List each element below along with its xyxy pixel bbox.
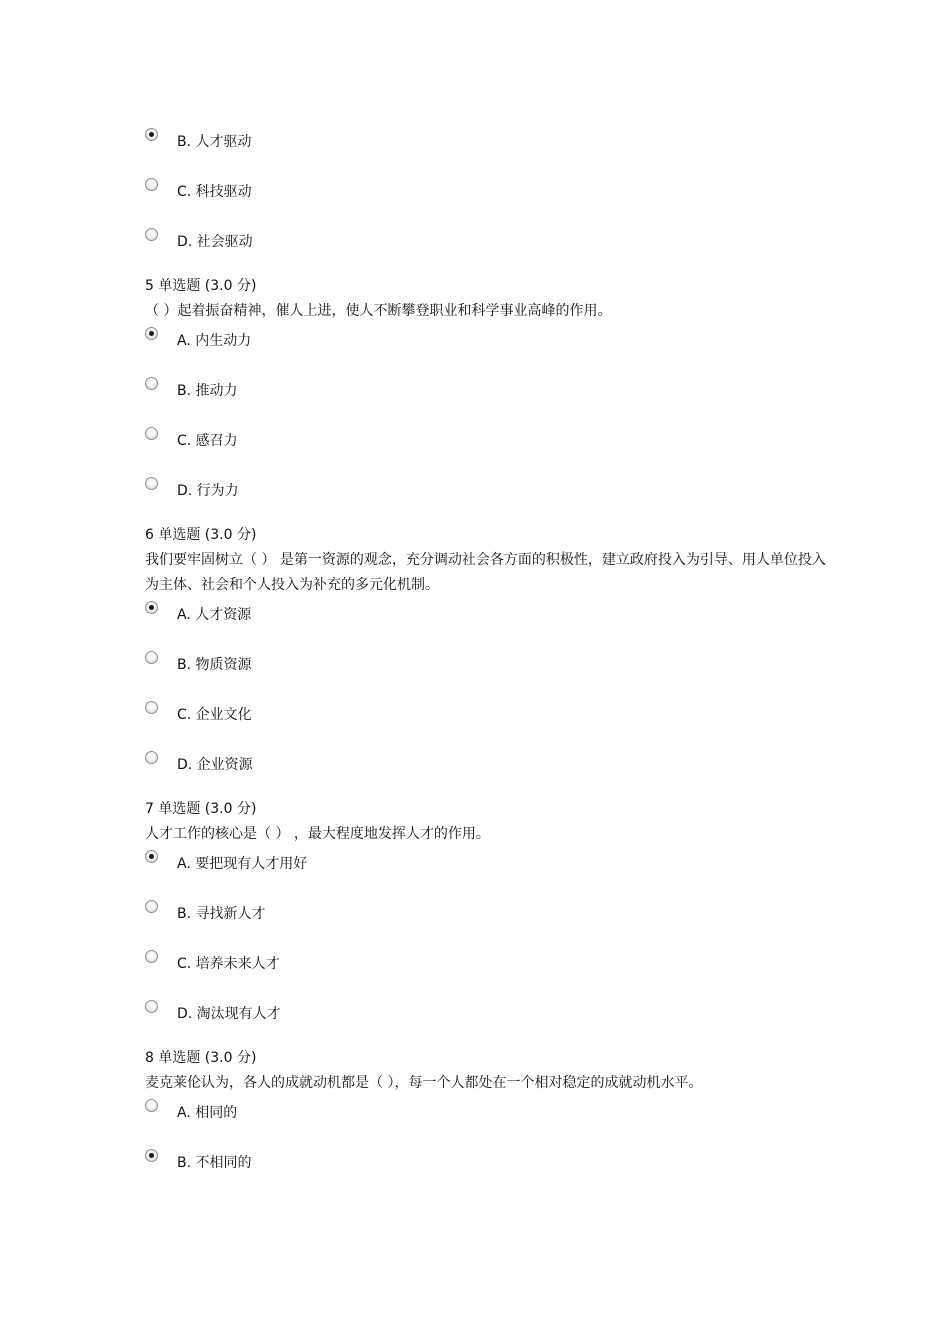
radio-button[interactable]	[145, 178, 158, 191]
radio-button-checked[interactable]	[145, 850, 158, 863]
radio-button[interactable]	[145, 377, 158, 390]
option-label: C. 培养未来人才	[177, 956, 280, 972]
option-label: D. 行为力	[177, 483, 239, 499]
question-header: 7 单选题 (3.0 分)	[145, 801, 257, 817]
option-label: C. 企业文化	[177, 707, 252, 723]
radio-button-checked[interactable]	[145, 1149, 158, 1162]
option-label: B. 人才驱动	[177, 134, 252, 150]
radio-button[interactable]	[145, 477, 158, 490]
radio-button-checked[interactable]	[145, 128, 158, 141]
question-text: 人才工作的核心是（ ） ，最大程度地发挥人才的作用。	[145, 826, 490, 842]
question-header: 8 单选题 (3.0 分)	[145, 1050, 257, 1066]
option-label: D. 企业资源	[177, 757, 253, 773]
option-q6-d[interactable]	[145, 751, 545, 771]
question-text: 麦克莱伦认为，各人的成就动机都是（ ），每一个人都处在一个相对稳定的成就动机水平。	[145, 1075, 703, 1091]
option-q8-a[interactable]	[145, 1099, 545, 1119]
option-label: B. 不相同的	[177, 1155, 252, 1171]
radio-button-checked[interactable]	[145, 327, 158, 340]
option-label: B. 物质资源	[177, 657, 252, 673]
option-q4-b[interactable]	[145, 128, 545, 148]
question-header: 5 单选题 (3.0 分)	[145, 278, 257, 294]
radio-button[interactable]	[145, 228, 158, 241]
option-label: D. 社会驱动	[177, 234, 253, 250]
option-q6-c[interactable]	[145, 701, 545, 721]
option-q4-c[interactable]	[145, 178, 545, 198]
option-label: C. 科技驱动	[177, 184, 252, 200]
radio-button[interactable]	[145, 950, 158, 963]
option-label: A. 内生动力	[177, 333, 252, 349]
question-text: 我们要牢固树立（ ） 是第一资源的观念，充分调动社会各方面的积极性，建立政府投入为引导、用人单位投入为主体、社会和个人投入为补充的多元化机制。	[145, 552, 826, 593]
option-q5-a[interactable]	[145, 327, 545, 347]
radio-button[interactable]	[145, 1099, 158, 1112]
radio-button[interactable]	[145, 751, 158, 764]
option-label: A. 要把现有人才用好	[177, 856, 308, 872]
option-q5-d[interactable]	[145, 477, 545, 497]
option-q6-a[interactable]	[145, 601, 545, 621]
option-q6-b[interactable]	[145, 651, 545, 671]
option-label: A. 人才资源	[177, 607, 252, 623]
radio-button[interactable]	[145, 427, 158, 440]
option-q7-c[interactable]	[145, 950, 545, 970]
option-label: B. 寻找新人才	[177, 906, 266, 922]
option-q7-d[interactable]	[145, 1000, 545, 1020]
option-q4-d[interactable]	[145, 228, 545, 248]
option-q8-b[interactable]	[145, 1149, 545, 1169]
radio-button[interactable]	[145, 900, 158, 913]
option-label: B. 推动力	[177, 383, 238, 399]
option-label: C. 感召力	[177, 433, 238, 449]
option-label: D. 淘汰现有人才	[177, 1006, 281, 1022]
radio-button[interactable]	[145, 701, 158, 714]
radio-button[interactable]	[145, 651, 158, 664]
radio-button-checked[interactable]	[145, 601, 158, 614]
question-header: 6 单选题 (3.0 分)	[145, 527, 257, 543]
option-q7-a[interactable]	[145, 850, 545, 870]
question-text: （ ）起着振奋精神，催人上进，使人不断攀登职业和科学事业高峰的作用。	[145, 303, 612, 319]
option-label: A. 相同的	[177, 1105, 238, 1121]
option-q5-b[interactable]	[145, 377, 545, 397]
option-q5-c[interactable]	[145, 427, 545, 447]
option-q7-b[interactable]	[145, 900, 545, 920]
radio-button[interactable]	[145, 1000, 158, 1013]
